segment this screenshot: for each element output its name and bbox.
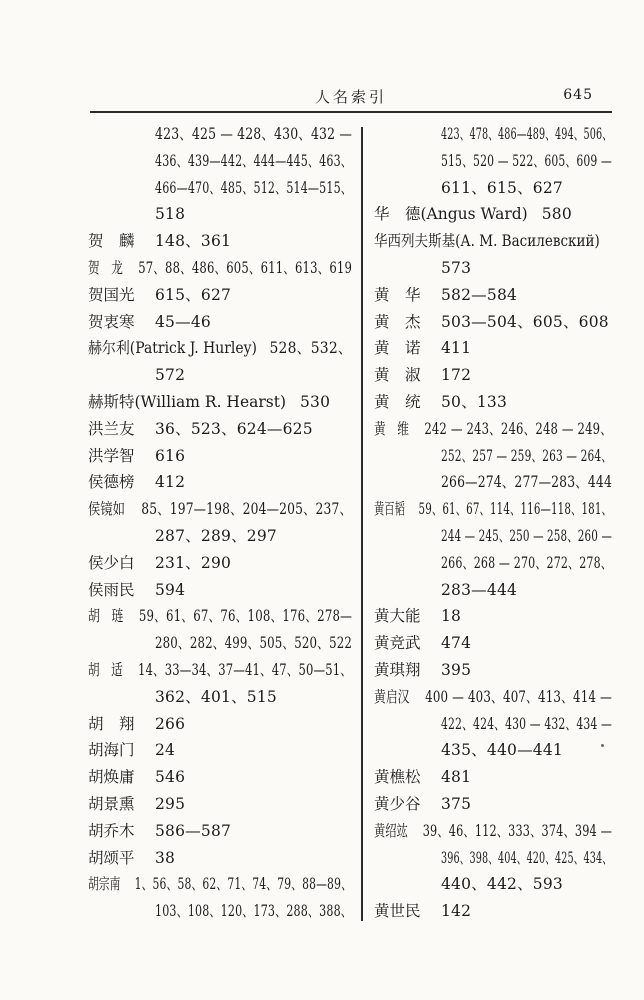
entry-pages: 85、197—198、204—205、237、 bbox=[141, 500, 352, 519]
index-line bbox=[88, 764, 352, 791]
index-line bbox=[374, 335, 612, 362]
index-line bbox=[88, 737, 352, 764]
entry-pages: 57、88、486、605、611、613、619 bbox=[138, 258, 352, 277]
entry-name: 黄 淑 bbox=[374, 366, 421, 385]
entry-pages: 142 bbox=[441, 902, 472, 921]
entry-pages: 503—504、605、608 bbox=[441, 312, 609, 331]
index-line bbox=[374, 818, 612, 845]
index-line bbox=[374, 362, 612, 389]
entry-pages: 586—587 bbox=[155, 821, 232, 840]
entry-pages: 395 bbox=[441, 660, 472, 679]
index-line bbox=[374, 898, 612, 925]
index-line bbox=[88, 684, 352, 711]
entry-pages: 440、442、593 bbox=[441, 875, 563, 894]
entry-name: 侯镜如 bbox=[88, 500, 125, 519]
index-line bbox=[374, 228, 612, 255]
entry-pages: 546 bbox=[155, 768, 186, 787]
entry-name: 黄琪翔 bbox=[374, 660, 421, 679]
entry-name: 黄 维 bbox=[374, 419, 409, 438]
entry-pages: 38 bbox=[155, 848, 176, 867]
column-right bbox=[374, 121, 612, 925]
index-line bbox=[374, 175, 612, 202]
entry-name: 赫斯特(William R. Hearst) bbox=[88, 392, 286, 411]
entry-name: 华 德(Angus Ward) bbox=[374, 205, 528, 224]
entry-name: 胡宗南 bbox=[88, 875, 121, 894]
entry-pages: 36、523、624—625 bbox=[155, 419, 313, 438]
index-line bbox=[88, 255, 352, 282]
entry-name: 胡 适 bbox=[88, 660, 123, 679]
entry-pages: 172 bbox=[441, 366, 472, 385]
index-line bbox=[88, 309, 352, 336]
entry-pages: 242 — 243、246、248 — 249、 bbox=[424, 419, 612, 438]
index-line bbox=[374, 630, 612, 657]
entry-pages: 582—584 bbox=[441, 285, 518, 304]
index-line bbox=[374, 711, 612, 738]
index-line bbox=[374, 523, 612, 550]
entry-name: 洪学智 bbox=[88, 446, 135, 465]
index-line bbox=[374, 550, 612, 577]
entry-pages: 515、520 — 522、605、609 — bbox=[441, 151, 612, 170]
index-line bbox=[88, 121, 352, 148]
index-line bbox=[88, 818, 352, 845]
entry-name: 贺衷寒 bbox=[88, 312, 135, 331]
entry-pages: 435、440—441 bbox=[441, 741, 563, 760]
index-line bbox=[88, 603, 352, 630]
index-line bbox=[374, 845, 612, 872]
entry-pages: 1、56、58、62、71、74、79、88—89、 bbox=[134, 875, 352, 894]
column-left bbox=[88, 121, 352, 925]
entry-pages: 18 bbox=[441, 607, 462, 626]
index-line bbox=[374, 309, 612, 336]
entry-pages: 244 — 245、250 — 258、260 — bbox=[441, 526, 612, 545]
entry-name: 黄樵松 bbox=[374, 768, 421, 787]
entry-name: 胡焕庸 bbox=[88, 768, 135, 787]
index-line bbox=[374, 496, 612, 523]
entry-name: 黄 杰 bbox=[374, 312, 421, 331]
entry-name: 黄世民 bbox=[374, 902, 421, 921]
index-line bbox=[88, 871, 352, 898]
index-line bbox=[374, 684, 612, 711]
index-line bbox=[88, 577, 352, 604]
index-line bbox=[88, 335, 352, 362]
index-line bbox=[88, 657, 352, 684]
index-line bbox=[88, 175, 352, 202]
entry-name: 贺国光 bbox=[88, 285, 135, 304]
entry-name: 黄竞武 bbox=[374, 634, 421, 653]
index-line bbox=[88, 523, 352, 550]
index-line bbox=[374, 201, 612, 228]
entry-name: 赫尔利(Patrick J. Hurley) bbox=[88, 339, 257, 358]
entry-name: 黄 华 bbox=[374, 285, 421, 304]
entry-name: 黄 统 bbox=[374, 392, 421, 411]
header-rule bbox=[90, 111, 612, 113]
entry-pages: 295 bbox=[155, 794, 186, 813]
index-line bbox=[374, 148, 612, 175]
index-line bbox=[374, 871, 612, 898]
entry-name: 侯雨民 bbox=[88, 580, 135, 599]
index-line bbox=[374, 255, 612, 282]
index-line bbox=[88, 469, 352, 496]
index-line bbox=[374, 389, 612, 416]
entry-pages: 423、478、486—489、494、506、 bbox=[441, 125, 612, 143]
entry-pages: 45—46 bbox=[155, 312, 211, 331]
entry-name: 胡乔木 bbox=[88, 821, 135, 840]
entry-pages: 287、289、297 bbox=[155, 526, 277, 545]
entry-name: 胡颂平 bbox=[88, 848, 135, 867]
entry-pages: 266 bbox=[155, 714, 186, 733]
index-line bbox=[88, 362, 352, 389]
index-line bbox=[374, 282, 612, 309]
index-line bbox=[374, 657, 612, 684]
entry-name: 贺 麟 bbox=[88, 232, 135, 251]
page-header-title: 人名索引 bbox=[314, 88, 387, 106]
scan-speck bbox=[601, 744, 604, 747]
entry-pages: 615、627 bbox=[155, 285, 232, 304]
index-line bbox=[374, 764, 612, 791]
index-line bbox=[88, 228, 352, 255]
entry-pages: 266、268 — 270、272、278、 bbox=[441, 553, 612, 572]
entry-pages: 594 bbox=[155, 580, 186, 599]
index-line bbox=[374, 737, 612, 764]
entry-name: 胡海门 bbox=[88, 741, 135, 760]
entry-name: 黄大能 bbox=[374, 607, 421, 626]
entry-pages: 362、401、515 bbox=[155, 687, 277, 706]
entry-pages: 580 bbox=[541, 205, 572, 224]
entry-pages: 252、257 — 259、263 — 264、 bbox=[441, 446, 612, 465]
entry-name: 侯少白 bbox=[88, 553, 135, 572]
entry-name: 洪兰友 bbox=[88, 419, 135, 438]
entry-pages: 396、398、404、420、425、434、 bbox=[441, 848, 612, 867]
index-line bbox=[88, 550, 352, 577]
entry-pages: 616 bbox=[155, 446, 186, 465]
entry-name: 黄少谷 bbox=[374, 794, 421, 813]
index-line bbox=[88, 496, 352, 523]
entry-pages: 59、61、67、114、116—118、181、 bbox=[418, 500, 612, 519]
entry-name: 贺 龙 bbox=[88, 258, 123, 277]
index-line bbox=[374, 469, 612, 496]
entry-pages: 39、46、112、333、374、394 — bbox=[422, 821, 612, 840]
entry-pages: 412 bbox=[155, 473, 186, 492]
index-line bbox=[374, 121, 612, 148]
entry-name: 胡 翔 bbox=[88, 714, 135, 733]
entry-pages: 530 bbox=[300, 392, 331, 411]
index-line bbox=[88, 711, 352, 738]
page-number: 645 bbox=[563, 87, 593, 103]
entry-pages: 14、33—34、37—41、47、50—51、 bbox=[138, 660, 352, 679]
index-line bbox=[374, 577, 612, 604]
entry-pages: 572 bbox=[155, 366, 186, 385]
entry-pages: 59、61、67、76、108、176、278— bbox=[138, 607, 352, 626]
index-line bbox=[88, 443, 352, 470]
entry-pages: 148、361 bbox=[155, 232, 232, 251]
entry-pages: 481 bbox=[441, 768, 472, 787]
index-line bbox=[88, 845, 352, 872]
entry-pages: 518 bbox=[155, 205, 186, 224]
index-line bbox=[88, 389, 352, 416]
entry-pages: 24 bbox=[155, 741, 176, 760]
entry-pages: 611、615、627 bbox=[441, 178, 563, 197]
entry-pages: 280、282、499、505、520、522 bbox=[155, 634, 352, 653]
entry-pages: 474 bbox=[441, 634, 472, 653]
index-line bbox=[374, 791, 612, 818]
entry-pages: 436、439—442、444—445、463、 bbox=[155, 151, 352, 170]
index-line bbox=[88, 282, 352, 309]
entry-pages: 423、425 — 428、430、432 — bbox=[155, 125, 352, 143]
entry-name: 胡景熏 bbox=[88, 794, 135, 813]
entry-name: 黄启汉 bbox=[374, 687, 410, 706]
index-line bbox=[88, 898, 352, 925]
entry-pages: 528、532、 bbox=[269, 339, 352, 358]
entry-name: 胡 琏 bbox=[88, 607, 124, 626]
index-line bbox=[88, 201, 352, 228]
entry-pages: 103、108、120、173、288、388、 bbox=[155, 902, 352, 921]
entry-name: 黄百韬 bbox=[374, 500, 405, 519]
entry-name: 黄 诺 bbox=[374, 339, 421, 358]
index-line bbox=[88, 630, 352, 657]
entry-pages: 50、133 bbox=[441, 392, 508, 411]
entry-name: 黄绍竑 bbox=[374, 821, 408, 840]
column-divider bbox=[361, 127, 363, 921]
entry-pages: 231、290 bbox=[155, 553, 232, 572]
index-line bbox=[374, 443, 612, 470]
entry-pages: 375 bbox=[441, 794, 472, 813]
index-line bbox=[88, 416, 352, 443]
index-line bbox=[374, 603, 612, 630]
entry-pages: 422、424、430 — 432、434 — bbox=[441, 714, 612, 733]
entry-pages: 466—470、485、512、514—515、 bbox=[155, 178, 352, 197]
entry-name: 华西列夫斯基(А. М. Василевский) bbox=[374, 232, 600, 251]
index-line bbox=[374, 416, 612, 443]
index-line bbox=[88, 791, 352, 818]
entry-pages: 283—444 bbox=[441, 580, 518, 599]
entry-pages: 400 — 403、407、413、414 — bbox=[425, 687, 612, 706]
index-line bbox=[88, 148, 352, 175]
entry-pages: 266—274、277—283、444 bbox=[441, 473, 612, 492]
entry-name: 侯德榜 bbox=[88, 473, 135, 492]
entry-pages: 411 bbox=[441, 339, 472, 358]
entry-pages: 573 bbox=[441, 258, 472, 277]
